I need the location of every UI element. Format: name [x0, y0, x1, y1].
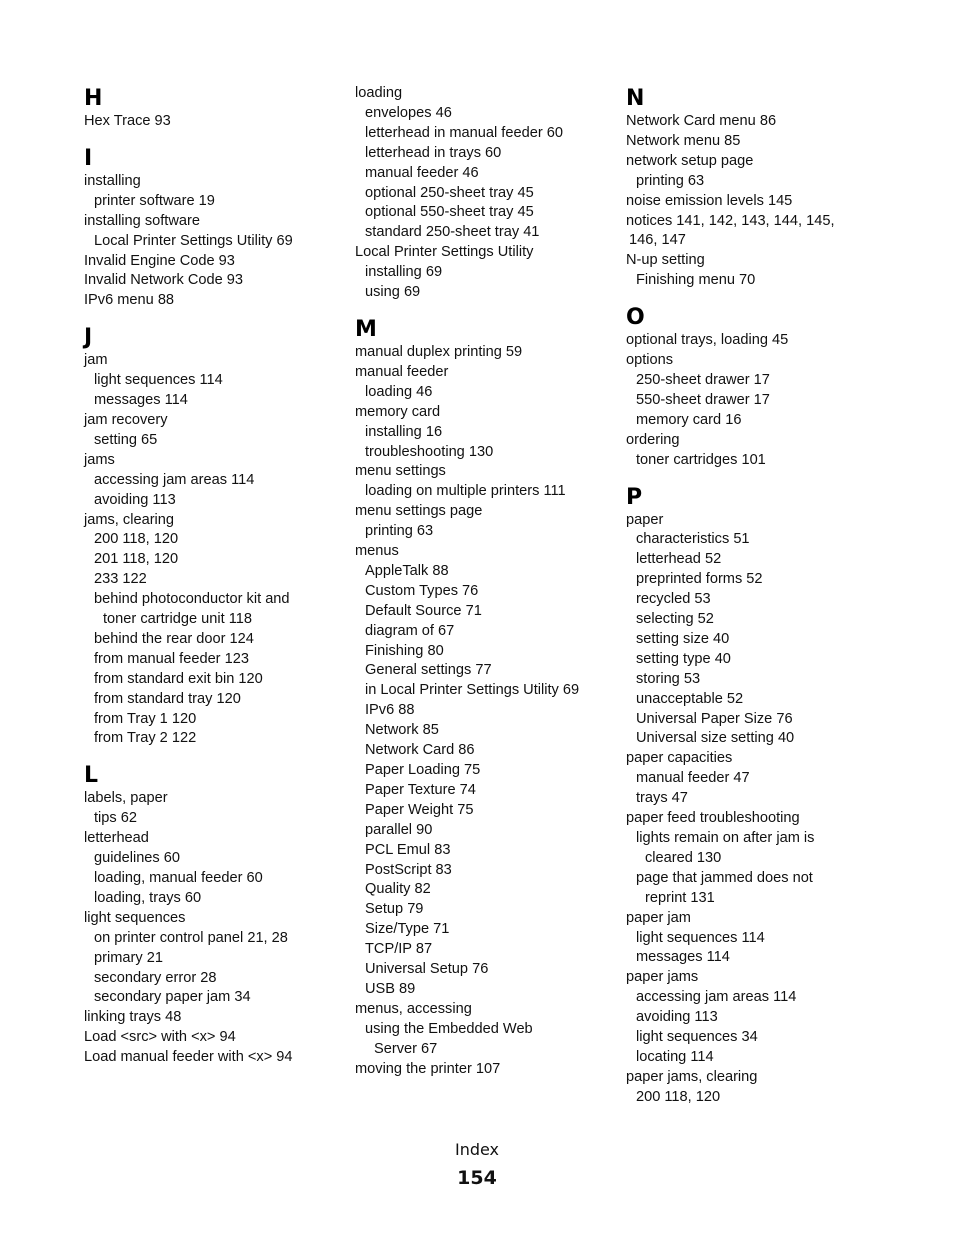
index-subentry: Paper Texture 74 [365, 781, 476, 798]
index-column-2 [355, 84, 617, 1080]
index-subentry: trays 47 [636, 790, 688, 807]
index-entry-continuation: 146, 147 [629, 232, 686, 249]
page-number: 154 [457, 1167, 497, 1189]
index-entry: notices 141, 142, 143, 144, 145, [626, 212, 835, 229]
index-subentry: printing 63 [365, 523, 434, 540]
index-entry: linking trays 48 [84, 1009, 182, 1026]
index-subentry: storing 53 [636, 670, 701, 687]
index-entry: N-up setting [626, 252, 705, 269]
index-entry: paper feed troubleshooting [626, 810, 800, 827]
index-subentry: light sequences 34 [636, 1029, 758, 1046]
index-subentry: 200 118, 120 [636, 1088, 721, 1105]
index-entry: ordering [626, 431, 680, 448]
index-letter-heading: I [84, 145, 93, 171]
index-letter-heading: H [84, 86, 103, 111]
index-subentry: Local Printer Settings Utility 69 [94, 232, 293, 249]
index-subentry: standard 250-sheet tray 41 [365, 224, 540, 241]
index-entry: paper jam [626, 909, 691, 926]
index-entry-continuation: toner cartridge unit 118 [103, 611, 253, 628]
index-subentry: using the Embedded Web [365, 1020, 533, 1037]
index-entry: Load manual feeder with <x> 94 [84, 1049, 293, 1066]
index-subentry: accessing jam areas 114 [636, 989, 797, 1006]
index-subentry: accessing jam areas 114 [94, 471, 255, 488]
index-subentry: Universal Setup 76 [365, 961, 489, 978]
index-subentry: Finishing menu 70 [636, 272, 756, 289]
index-letter-heading: M [355, 316, 377, 342]
index-subentry: loading, manual feeder 60 [94, 870, 263, 886]
index-subentry: light sequences 114 [94, 372, 223, 389]
index-letter-heading: O [626, 305, 645, 331]
index-subentry: messages 114 [94, 392, 188, 409]
index-subentry: Quality 82 [365, 881, 431, 898]
index-entry: labels, paper [84, 790, 168, 807]
index-entry: manual feeder [355, 363, 449, 380]
index-subentry: installing 16 [365, 423, 443, 440]
index-subentry: toner cartridges 101 [636, 451, 766, 468]
index-subentry: Custom Types 76 [365, 582, 479, 599]
index-entry: paper [626, 511, 664, 528]
index-letter-heading: L [84, 763, 99, 789]
index-entry: paper jams [626, 969, 699, 986]
footer-section-label: Index [454, 1140, 500, 1159]
index-subentry: from standard exit bin 120 [94, 670, 263, 687]
index-subentry: AppleTalk 88 [365, 562, 449, 579]
index-subentry: locating 114 [636, 1048, 714, 1065]
index-subentry: Network 85 [365, 722, 439, 739]
index-entry: installing software [84, 212, 200, 229]
index-subentry: recycled 53 [636, 591, 711, 608]
index-entry: menu settings [355, 463, 446, 480]
index-subentry: Size/Type 71 [365, 921, 450, 938]
index-subentry: page that jammed does not [636, 869, 813, 886]
index-subentry: Network Card 86 [365, 742, 475, 759]
index-subentry: 250-sheet drawer 17 [636, 371, 770, 388]
index-entry: Local Printer Settings Utility [355, 244, 534, 261]
index-subentry: loading, trays 60 [94, 889, 202, 906]
index-subentry: letterhead 52 [636, 551, 722, 568]
index-entry: options [626, 352, 674, 369]
index-entry-continuation: cleared 130 [645, 849, 722, 866]
index-entry: Hex Trace 93 [84, 113, 171, 129]
index-subentry: General settings 77 [365, 662, 492, 679]
index-subentry: Universal Paper Size 76 [636, 710, 793, 727]
index-letter-heading: P [626, 484, 643, 510]
index-entry: paper capacities [626, 750, 733, 767]
index-subentry: Paper Weight 75 [365, 801, 474, 818]
index-subentry: letterhead in trays 60 [365, 144, 502, 161]
index-entry: Load <src> with <x> 94 [84, 1029, 236, 1046]
index-subentry: Universal size setting 40 [636, 730, 795, 747]
index-entry: manual duplex printing 59 [355, 343, 523, 360]
index-letter-heading: N [626, 86, 645, 111]
index-subentry: installing 69 [365, 264, 443, 281]
index-entry: IPv6 menu 88 [84, 292, 175, 309]
index-subentry: using 69 [365, 284, 421, 301]
index-entry: moving the printer 107 [355, 1060, 501, 1077]
index-entry: light sequences [84, 909, 186, 926]
index-subentry: avoiding 113 [94, 491, 176, 508]
index-subentry: light sequences 114 [636, 929, 765, 946]
index-subentry: tips 62 [94, 810, 137, 827]
index-subentry: behind the rear door 124 [94, 630, 254, 647]
index-subentry: PCL Emul 83 [365, 841, 451, 858]
index-column-3 [626, 84, 888, 1108]
index-entry: installing [84, 172, 141, 189]
index-subentry: behind photoconductor kit and [94, 591, 290, 608]
index-subentry: secondary paper jam 34 [94, 989, 251, 1006]
index-entry: Network Card menu 86 [626, 113, 777, 129]
index-subentry: preprinted forms 52 [636, 571, 763, 588]
index-subentry: printing 63 [636, 172, 705, 189]
index-entry: menus, accessing [355, 1000, 472, 1017]
index-subentry: TCP/IP 87 [365, 941, 433, 958]
index-subentry: Finishing 80 [365, 642, 444, 659]
index-subentry: envelopes 46 [365, 104, 452, 121]
index-subentry: unacceptable 52 [636, 690, 744, 707]
index-subentry: secondary error 28 [94, 969, 217, 986]
index-subentry: manual feeder 46 [365, 164, 479, 181]
index-subentry: Paper Loading 75 [365, 762, 481, 778]
index-entry: jam recovery [84, 411, 168, 428]
index-subentry: loading on multiple printers 111 [365, 483, 566, 500]
index-entry: jams, clearing [84, 511, 175, 528]
index-subentry: diagram of 67 [365, 622, 455, 639]
index-entry: Invalid Engine Code 93 [84, 252, 235, 269]
index-entry: menus [355, 543, 399, 560]
index-subentry: letterhead in manual feeder 60 [365, 124, 563, 141]
index-subentry: Default Source 71 [365, 602, 482, 619]
index-subentry: parallel 90 [365, 821, 433, 838]
index-subentry: memory card 16 [636, 411, 742, 428]
index-subentry: loading 46 [365, 383, 433, 400]
index-subentry: messages 114 [636, 949, 730, 966]
index-entry: memory card [355, 403, 441, 420]
index-subentry: PostScript 83 [365, 861, 452, 878]
index-entry: loading [355, 85, 403, 101]
index-entry: Invalid Network Code 93 [84, 272, 243, 289]
index-subentry: optional 550-sheet tray 45 [365, 204, 534, 221]
index-subentry: avoiding 113 [636, 1009, 718, 1026]
index-entry: paper jams, clearing [626, 1068, 758, 1085]
index-entry: noise emission levels 145 [626, 192, 793, 209]
index-entry: jam [84, 352, 108, 369]
index-subentry: on printer control panel 21, 28 [94, 929, 288, 946]
index-subentry: printer software 19 [94, 192, 215, 209]
index-column-1 [84, 84, 346, 1068]
index-subentry: from Tray 1 120 [94, 710, 197, 727]
index-subentry: IPv6 88 [365, 702, 415, 719]
index-entry: letterhead [84, 830, 149, 847]
index-entry-continuation: Server 67 [374, 1040, 438, 1057]
index-subentry: lights remain on after jam is [636, 830, 815, 846]
index-subentry: 201 118, 120 [94, 551, 179, 568]
index-subentry: guidelines 60 [94, 850, 181, 867]
index-subentry: in Local Printer Settings Utility 69 [365, 682, 580, 699]
index-subentry: USB 89 [365, 980, 416, 997]
index-letter-heading: J [84, 325, 93, 351]
index-subentry: 550-sheet drawer 17 [636, 391, 770, 408]
index-subentry: 233 122 [94, 571, 147, 588]
index-subentry: optional 250-sheet tray 45 [365, 184, 534, 201]
index-entry-continuation: reprint 131 [645, 889, 715, 906]
index-subentry: selecting 52 [636, 611, 714, 628]
index-entry: Network menu 85 [626, 132, 741, 149]
index-subentry: setting 65 [94, 431, 158, 448]
index-subentry: from manual feeder 123 [94, 650, 249, 667]
index-subentry: setting size 40 [636, 630, 730, 647]
index-entry: jams [84, 451, 115, 468]
index-subentry: characteristics 51 [636, 531, 750, 548]
index-subentry: Setup 79 [365, 901, 424, 918]
index-entry: network setup page [626, 152, 754, 169]
index-subentry: 200 118, 120 [94, 531, 179, 548]
index-subentry: setting type 40 [636, 650, 731, 667]
index-subentry: troubleshooting 130 [365, 443, 494, 460]
index-subentry: from Tray 2 122 [94, 730, 197, 747]
index-subentry: primary 21 [94, 949, 163, 966]
index-entry: menu settings page [355, 503, 483, 520]
index-subentry: from standard tray 120 [94, 690, 241, 707]
index-subentry: manual feeder 47 [636, 770, 750, 787]
index-entry: optional trays, loading 45 [626, 332, 789, 349]
